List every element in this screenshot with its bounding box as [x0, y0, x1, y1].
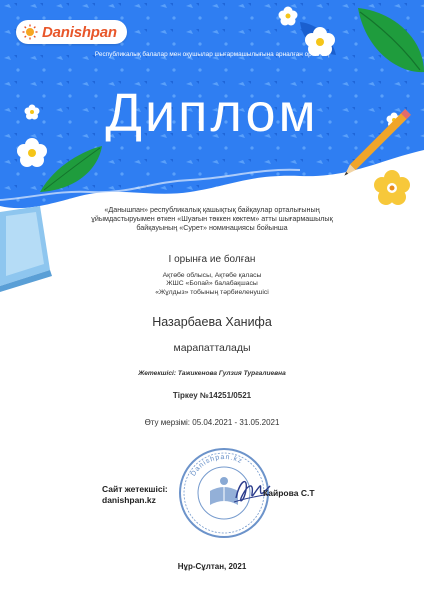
- region-line: Ақтөбе облысы, Ақтөбе қаласы: [162, 272, 262, 279]
- site-url[interactable]: danishpan.kz: [102, 495, 156, 505]
- diploma-title: Диплом: [105, 83, 319, 143]
- flower-yellow: [372, 168, 412, 208]
- dates-text: Өту мерзімі: 05.04.2021 - 31.05.2021: [144, 418, 280, 427]
- region-text: [0, 272, 424, 297]
- organization-subtitle: Республикалық балалар мен оқушылар шығармашылығына арналған орталық: [94, 51, 330, 58]
- stamp-text: Danishpan.kz: [189, 453, 244, 478]
- intro-line: ұйымдастыруымен өткен «Шуағын төккен көктем» атты шығармашылық: [91, 214, 333, 223]
- logo-text: Danishpan: [42, 23, 117, 41]
- award-text: марапатталады: [173, 342, 251, 354]
- region-line: ЖШС «Бопай» балабақшасы: [166, 280, 258, 288]
- intro-line: байқауының «Сурет» номинациясы бойынша: [136, 223, 288, 232]
- recipient-name: Назарбаева Ханифа: [152, 315, 272, 329]
- region-line: «Жұлдыз» тобының тәрбиеленушісі: [155, 288, 269, 296]
- sun-icon: [22, 24, 38, 40]
- teacher-text: Жетекшісі: Тажикенова Гулзия Тургалиевна: [138, 370, 286, 377]
- intro-text: [0, 205, 424, 232]
- intro-line: «Данышпан» республикалық қашықтық байқаулар орталығының: [104, 205, 320, 214]
- registration-number: Тіркеу №14251/0521: [172, 391, 252, 400]
- logo: [16, 20, 127, 44]
- site-label: Сайт жетекшісі:: [102, 484, 168, 494]
- city-year: Нұр-Сұлтан, 2021: [177, 562, 247, 571]
- place-text: I орынға ие болған: [168, 254, 256, 265]
- director-name: Кайрова С.Т: [263, 488, 315, 498]
